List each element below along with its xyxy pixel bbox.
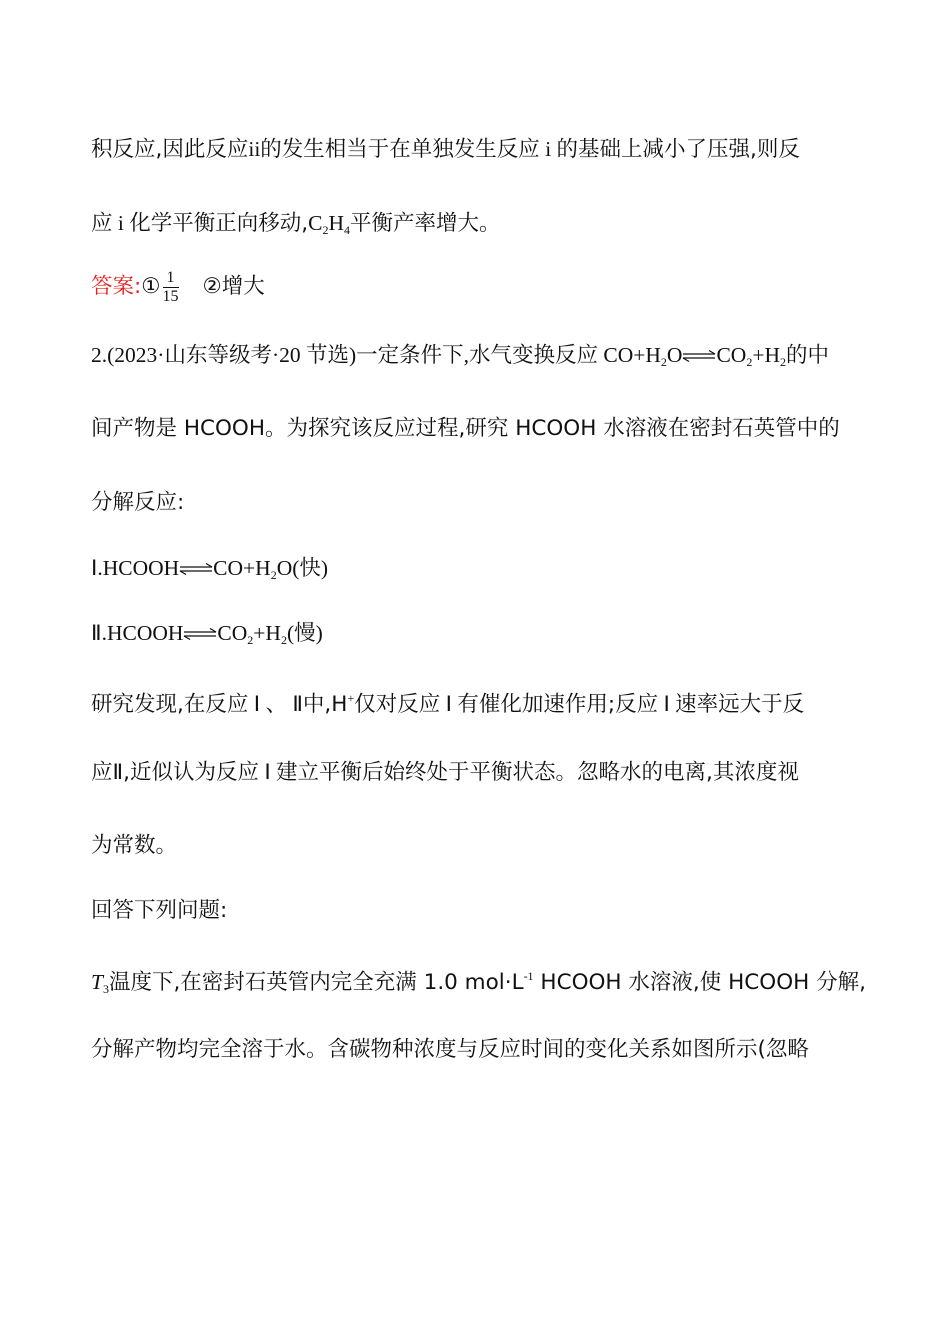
equilibrium-arrow-icon (179, 563, 213, 575)
reaction-2: Ⅱ.HCOOH $CO_2+H_2$(慢) (91, 621, 323, 647)
answer-line: 答案:① $\frac{1}{15}$ ②增大 (91, 268, 265, 305)
body-line-5: $T_3$温度下,在密封石英管内完全充满 1.0 $mol\cdot L^{-1}$ HCOOH 水溶液,使 HCOOH 分解, (91, 969, 866, 996)
question-2-line-3: 分解反应: (91, 490, 185, 515)
answer-label: 答案: (91, 274, 142, 299)
equilibrium-arrow-icon (183, 628, 217, 640)
question-2-line-1: 2.(2023·山东等级考·20 节选)一定条件下,水气变换反应 $CO+H_2O$ $CO_2+H_2$的中 (91, 343, 829, 369)
question-2-line-2: 间产物是 HCOOH。为探究该反应过程,研究 HCOOH 水溶液在密封石英管中的 (91, 416, 840, 441)
body-line-2: 应Ⅱ,近似认为反应 Ⅰ 建立平衡后始终处于平衡状态。忽略水的电离,其浓度视 (91, 760, 799, 785)
equilibrium-arrow-icon (682, 350, 716, 362)
body-line-6: 分解产物均完全溶于水。含碳物种浓度与反应时间的变化关系如图所示(忽略 (91, 1037, 809, 1062)
reaction-1: Ⅰ.HCOOH $CO+H_2O$(快) (91, 556, 329, 582)
body-line-3: 为常数。 (91, 833, 178, 858)
body-line-1: 研究发现,在反应 Ⅰ 、 Ⅱ中,H+仅对反应 Ⅰ 有催化加速作用;反应 Ⅰ 速率远大于反 (91, 691, 805, 717)
paragraph-line-1: 积反应,因此反应ii的发生相当于在单独发生反应 i 的基础上减小了压强,则反 (91, 137, 800, 162)
paragraph-line-2: 应 i 化学平衡正向移动$,C_2H_4$平衡产率增大。 (91, 211, 501, 237)
fraction: $\frac{1}{15}$ (162, 268, 179, 305)
body-line-4: 回答下列问题: (91, 898, 228, 923)
